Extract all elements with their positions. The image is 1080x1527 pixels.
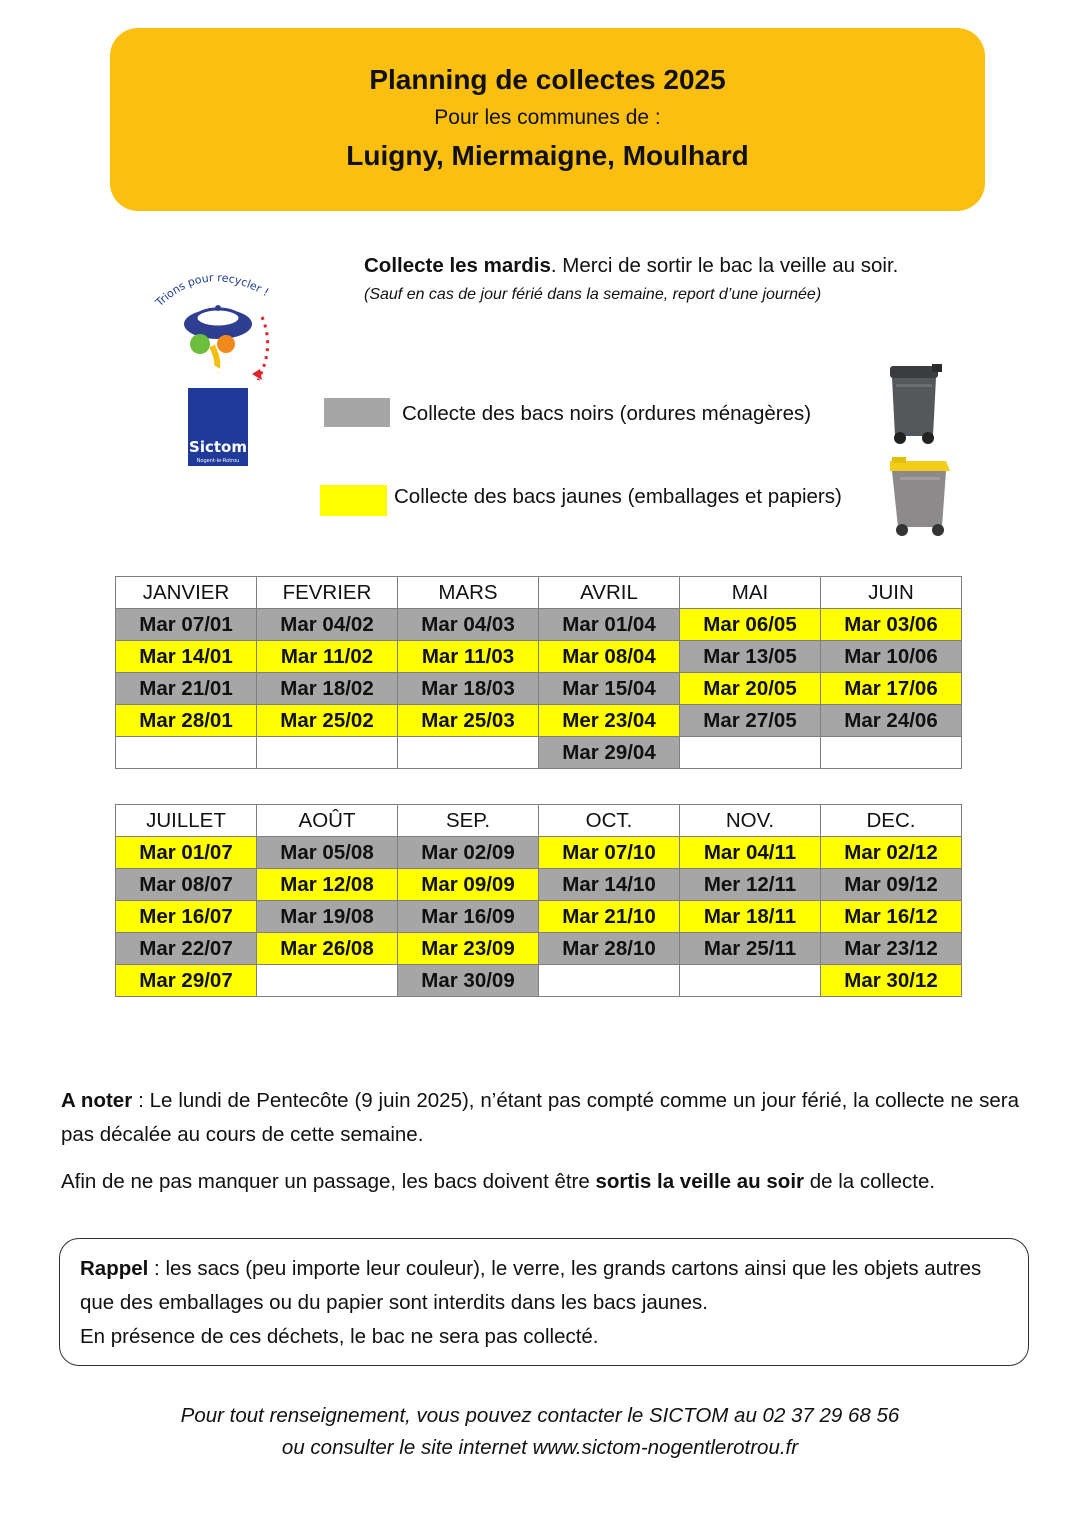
yellow-collection-date: Mer 16/07 — [116, 901, 257, 933]
yellow-collection-date: Mar 02/12 — [821, 837, 962, 869]
gray-collection-date: Mar 01/04 — [539, 609, 680, 641]
calendar-row — [116, 837, 962, 869]
calendar-row — [116, 609, 962, 641]
gray-collection-date: Mar 24/06 — [821, 705, 962, 737]
yellow-collection-date: Mar 23/09 — [398, 933, 539, 965]
yellow-collection-date: Mar 29/07 — [116, 965, 257, 997]
gray-collection-date: Mar 16/09 — [398, 901, 539, 933]
yellow-collection-date: Mar 18/11 — [680, 901, 821, 933]
yellow-collection-date: Mar 17/06 — [821, 673, 962, 705]
yellow-collection-date: Mar 30/12 — [821, 965, 962, 997]
collection-intro — [364, 254, 898, 278]
gray-collection-date: Mar 04/03 — [398, 609, 539, 641]
calendar-row — [116, 965, 962, 997]
yellow-collection-date: Mar 25/02 — [257, 705, 398, 737]
gray-collection-date: Mar 23/12 — [821, 933, 962, 965]
calendar-empty-cell — [680, 737, 821, 769]
gray-collection-date: Mar 29/04 — [539, 737, 680, 769]
communes-list: Luigny, Miermaigne, Moulhard — [346, 140, 749, 171]
calendar-empty-cell — [116, 737, 257, 769]
intro-rest: . Merci de sortir le bac la veille au soir. — [550, 254, 899, 277]
yellow-collection-date: Mar 12/08 — [257, 869, 398, 901]
calendar-row — [116, 869, 962, 901]
yellow-collection-date: Mar 26/08 — [257, 933, 398, 965]
note2-bold: sortis la veille au soir — [595, 1170, 804, 1193]
calendar-empty-cell — [821, 737, 962, 769]
calendar-empty-cell — [257, 965, 398, 997]
gray-collection-date: Mer 12/11 — [680, 869, 821, 901]
calendar-row — [116, 641, 962, 673]
gray-collection-date: Mar 18/02 — [257, 673, 398, 705]
month-header: AOÛT — [257, 805, 398, 837]
yellow-bin-icon — [886, 455, 954, 537]
month-header: FEVRIER — [257, 577, 398, 609]
yellow-collection-date: Mar 14/01 — [116, 641, 257, 673]
page-subtitle: Pour les communes de : — [434, 106, 661, 129]
yellow-collection-date: Mar 01/07 — [116, 837, 257, 869]
yellow-collection-date: Mar 25/03 — [398, 705, 539, 737]
gray-collection-date: Mar 09/12 — [821, 869, 962, 901]
gray-collection-date: Mar 15/04 — [539, 673, 680, 705]
month-header-row — [116, 577, 962, 609]
logo-brand: Sictom — [189, 438, 247, 456]
yellow-legend-swatch — [320, 485, 387, 516]
note-text: : Le lundi de Pentecôte (9 juin 2025), n’étant pas compté comme un jour férié, la collecte ne sera pas décalée au cours de cette semaine. — [61, 1089, 1019, 1146]
note-label: A noter — [61, 1089, 133, 1112]
calendar-row — [116, 673, 962, 705]
yellow-collection-date: Mar 20/05 — [680, 673, 821, 705]
gray-collection-date: Mar 30/09 — [398, 965, 539, 997]
footer-contact: Pour tout renseignement, vous pouvez contacter le SICTOM au 02 37 29 68 56 — [180, 1404, 900, 1427]
gray-legend-label: Collecte des bacs noirs (ordures ménagères) — [402, 402, 812, 425]
logo-slogan: Trions pour recycler ! — [153, 271, 272, 310]
gray-legend-swatch — [324, 398, 390, 427]
gray-collection-date: Mar 04/02 — [257, 609, 398, 641]
yellow-collection-date: Mar 09/09 — [398, 869, 539, 901]
month-header: OCT. — [539, 805, 680, 837]
yellow-collection-date: Mar 04/11 — [680, 837, 821, 869]
month-header: AVRIL — [539, 577, 680, 609]
evening-note — [61, 1165, 1019, 1199]
yellow-collection-date: Mar 11/02 — [257, 641, 398, 673]
calendar-jul-dec — [115, 804, 962, 997]
month-header: SEP. — [398, 805, 539, 837]
note2-end: de la collecte. — [804, 1170, 936, 1193]
yellow-collection-date: Mar 16/12 — [821, 901, 962, 933]
reminder-line2: En présence de ces déchets, le bac ne sera pas collecté. — [80, 1325, 599, 1348]
gray-collection-date: Mar 08/07 — [116, 869, 257, 901]
gray-collection-date: Mar 02/09 — [398, 837, 539, 869]
month-header: MAI — [680, 577, 821, 609]
gray-collection-date: Mar 18/03 — [398, 673, 539, 705]
calendar-row — [116, 901, 962, 933]
yellow-collection-date: Mar 28/01 — [116, 705, 257, 737]
calendar-row — [116, 705, 962, 737]
calendar-empty-cell — [257, 737, 398, 769]
gray-collection-date: Mar 21/01 — [116, 673, 257, 705]
black-bin-icon — [884, 362, 944, 446]
gray-collection-date: Mar 19/08 — [257, 901, 398, 933]
reminder-label: Rappel — [80, 1257, 149, 1280]
gray-collection-date: Mar 28/10 — [539, 933, 680, 965]
yellow-collection-date: Mar 08/04 — [539, 641, 680, 673]
gray-collection-date: Mar 25/11 — [680, 933, 821, 965]
month-header: MARS — [398, 577, 539, 609]
yellow-collection-date: Mar 21/10 — [539, 901, 680, 933]
month-header-row — [116, 805, 962, 837]
month-header: DEC. — [821, 805, 962, 837]
gray-collection-date: Mar 10/06 — [821, 641, 962, 673]
recycle-mascot-icon — [184, 305, 268, 382]
calendar-row — [116, 737, 962, 769]
month-header: JUIN — [821, 577, 962, 609]
intro-bold: Collecte les mardis — [364, 254, 551, 277]
calendar-empty-cell — [539, 965, 680, 997]
svg-text:Trions pour recycler ! — [152, 271, 271, 310]
gray-collection-date: Mar 22/07 — [116, 933, 257, 965]
calendar-jan-jun — [115, 576, 962, 769]
yellow-collection-date: Mar 11/03 — [398, 641, 539, 673]
pentecost-note — [61, 1084, 1019, 1152]
gray-collection-date: Mar 14/10 — [539, 869, 680, 901]
calendar-empty-cell — [398, 737, 539, 769]
yellow-collection-date: Mar 03/06 — [821, 609, 962, 641]
month-header: NOV. — [680, 805, 821, 837]
calendar-empty-cell — [680, 965, 821, 997]
gray-collection-date: Mar 05/08 — [257, 837, 398, 869]
gray-collection-date: Mar 07/01 — [116, 609, 257, 641]
calendar-row — [116, 933, 962, 965]
footer-website: ou consulter le site internet www.sictom-nogentlerotrou.fr — [281, 1436, 799, 1459]
month-header: JANVIER — [116, 577, 257, 609]
gray-collection-date: Mar 13/05 — [680, 641, 821, 673]
yellow-collection-date: Mar 06/05 — [680, 609, 821, 641]
reminder-line1: : les sacs (peu importe leur couleur), le verre, les grands cartons ainsi que les objets autres que des emballages ou du papier sont interdits dans les bacs jaunes. — [80, 1257, 982, 1314]
gray-collection-date: Mar 27/05 — [680, 705, 821, 737]
yellow-legend-label: Collecte des bacs jaunes (emballages et papiers) — [394, 485, 842, 508]
yellow-collection-date: Mer 23/04 — [539, 705, 680, 737]
header-banner — [110, 28, 985, 211]
holiday-note: (Sauf en cas de jour férié dans la semaine, report d’une journée) — [364, 286, 822, 303]
note2-start: Afin de ne pas manquer un passage, les bacs doivent être — [61, 1170, 596, 1193]
sictom-logo — [150, 262, 290, 472]
yellow-collection-date: Mar 07/10 — [539, 837, 680, 869]
reminder-box — [59, 1238, 1029, 1366]
page-title: Planning de collectes 2025 — [369, 64, 726, 95]
logo-brand-sub: Nogent-le-Rotrou — [196, 458, 240, 464]
month-header: JUILLET — [116, 805, 257, 837]
